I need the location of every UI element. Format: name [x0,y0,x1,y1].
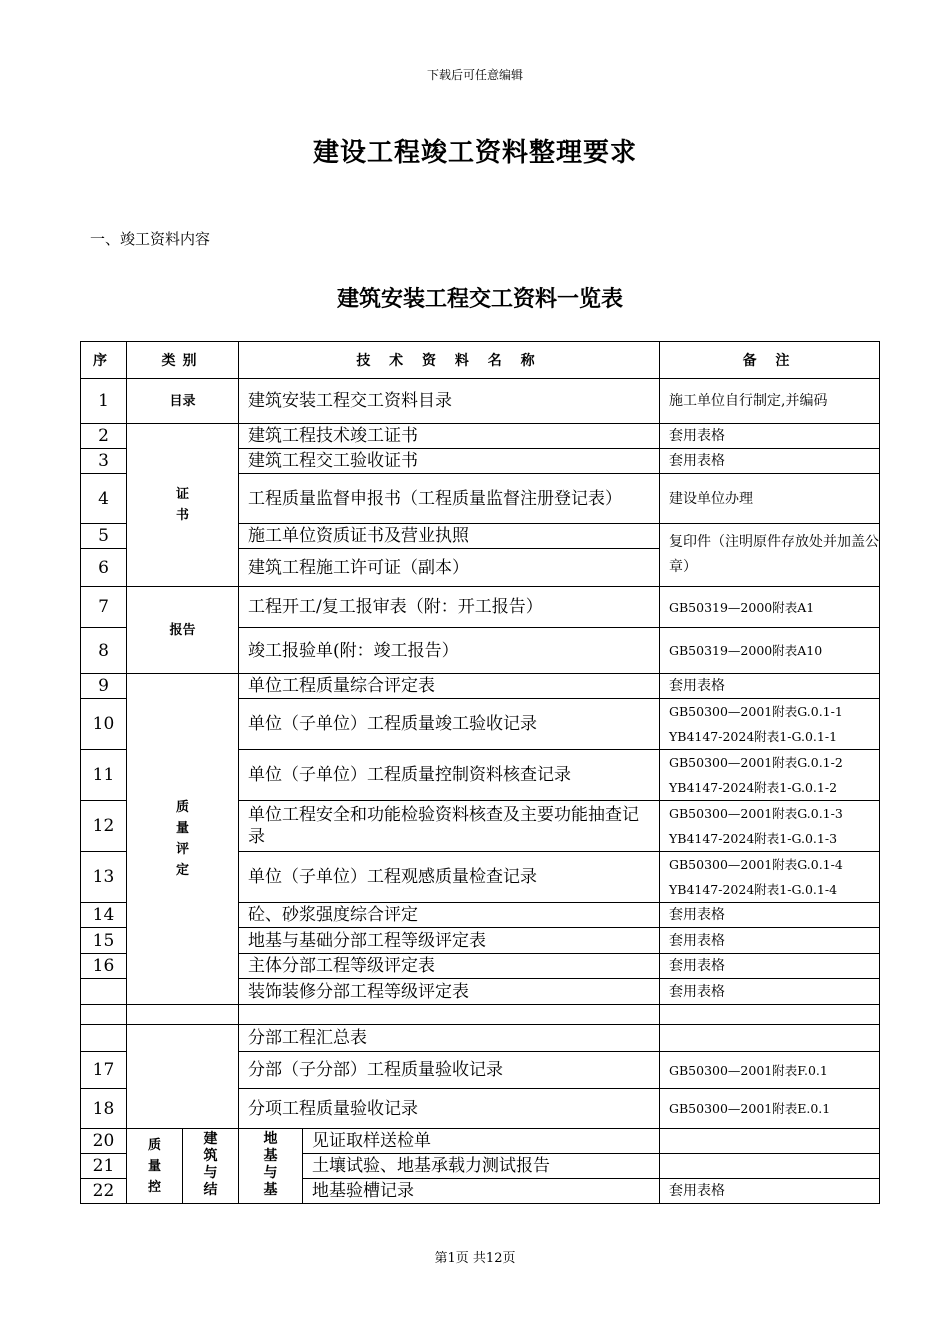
row-no: 20 [81,1129,127,1154]
row-note: 套用表格 [660,903,880,928]
row-no: 2 [81,424,127,449]
row-no: 1 [81,379,127,424]
row-name: 土壤试验、地基承载力测试报告 [303,1154,660,1179]
category-zlk: 质量控 [127,1129,183,1204]
row-no: 11 [81,750,127,801]
page-footer: 第1页 共12页 [434,1251,516,1266]
row-name: 建筑安装工程交工资料目录 [239,379,660,424]
row-name: 分部工程汇总表 [239,1025,660,1052]
row-no: 14 [81,903,127,928]
row-name: 砼、砂浆强度综合评定 [239,903,660,928]
row-name: 单位（子单位）工程质量竣工验收记录 [239,699,660,750]
col-header-category: 类别 [127,342,239,379]
col-header-name: 技 术 资 料 名 称 [239,342,660,379]
row-note: 施工单位自行制定,并编码 [660,379,880,424]
row-note: 套用表格 [660,954,880,979]
table-row [81,674,880,699]
row-no: 22 [81,1179,127,1204]
row-note: GB50300—2001附表E.0.1 [660,1089,880,1129]
row-name: 建筑工程技术竣工证书 [239,424,660,449]
row-no [81,1025,127,1052]
row-no: 18 [81,1089,127,1129]
materials-table [80,341,880,1204]
row-no [81,979,127,1005]
row-name: 见证取样送检单 [303,1129,660,1154]
category-djyj: 地基与基 [239,1129,303,1204]
row-name: 单位（子单位）工程质量控制资料核查记录 [239,750,660,801]
row-name: 单位（子单位）工程观感质量检查记录 [239,852,660,903]
row-name: 竣工报验单(附：竣工报告） [239,628,660,674]
row-name: 工程开工/复工报审表（附：开工报告） [239,587,660,628]
row-no: 6 [81,549,127,587]
table-row [81,379,880,424]
category-mulu: 目录 [127,379,239,424]
col-header-no: 序 [81,342,127,379]
row-name: 地基与基础分部工程等级评定表 [239,928,660,954]
row-note: 套用表格 [660,979,880,1005]
row-no: 16 [81,954,127,979]
row-no: 3 [81,449,127,474]
category-zhiliang: 质量评定 [127,674,239,1005]
row-note [660,1129,880,1154]
row-note: GB50319—2000附表A1 [660,587,880,628]
row-note: 套用表格 [660,1179,880,1204]
category-zhengshu: 证书 [127,424,239,587]
row-no: 17 [81,1052,127,1089]
row-note: 复印件（注明原件存放处并加盖公章） [660,524,880,587]
row-note [660,1154,880,1179]
row-no: 5 [81,524,127,549]
row-name: 分项工程质量验收记录 [239,1089,660,1129]
category-empty [127,1025,239,1129]
row-name: 施工单位资质证书及营业执照 [239,524,660,549]
table-row [81,1025,880,1052]
row-name: 主体分部工程等级评定表 [239,954,660,979]
row-no: 21 [81,1154,127,1179]
row-name: 单位工程安全和功能检验资料核查及主要功能抽查记录 [239,801,660,852]
row-no: 15 [81,928,127,954]
row-note: 建设单位办理 [660,474,880,524]
row-note: GB50300—2001附表G.0.1-3 YB4147-2024附表1-G.0.1-3 [660,801,880,852]
section-heading: 一、竣工资料内容 [90,230,211,248]
row-no [81,1005,127,1025]
col-header-note: 备 注 [660,342,880,379]
row-name: 单位工程质量综合评定表 [239,674,660,699]
row-note: 套用表格 [660,674,880,699]
row-no: 13 [81,852,127,903]
header-note: 下载后可任意编辑 [426,68,523,82]
row-note: 套用表格 [660,424,880,449]
table-header-row [81,342,880,379]
row-note [660,1005,880,1025]
row-note: 套用表格 [660,449,880,474]
row-name: 建筑工程施工许可证（副本） [239,549,660,587]
category-jzyj: 建筑与结 [183,1129,239,1204]
row-note [660,1025,880,1052]
page-title: 建设工程竣工资料整理要求 [312,138,637,168]
row-no: 12 [81,801,127,852]
row-name: 建筑工程交工验收证书 [239,449,660,474]
category-baogao: 报告 [127,587,239,674]
row-no: 4 [81,474,127,524]
row-note: GB50300—2001附表G.0.1-2 YB4147-2024附表1-G.0.1-2 [660,750,880,801]
row-name: 地基验槽记录 [303,1179,660,1204]
row-name [239,1005,660,1025]
row-no: 8 [81,628,127,674]
table-title: 建筑安装工程交工资料一览表 [336,287,623,312]
table-row [81,1129,880,1154]
category-empty [127,1005,239,1025]
row-name: 工程质量监督申报书（工程质量监督注册登记表） [239,474,660,524]
row-note: 套用表格 [660,928,880,954]
table-row [81,587,880,628]
table-row [81,1005,880,1025]
row-no: 9 [81,674,127,699]
row-name: 装饰装修分部工程等级评定表 [239,979,660,1005]
row-no: 10 [81,699,127,750]
row-name: 分部（子分部）工程质量验收记录 [239,1052,660,1089]
row-note: GB50300—2001附表G.0.1-1 YB4147-2024附表1-G.0.1-1 [660,699,880,750]
row-note: GB50300—2001附表G.0.1-4 YB4147-2024附表1-G.0.1-4 [660,852,880,903]
row-note: GB50300—2001附表F.0.1 [660,1052,880,1089]
table-row [81,424,880,449]
row-no: 7 [81,587,127,628]
row-note: GB50319—2000附表A10 [660,628,880,674]
